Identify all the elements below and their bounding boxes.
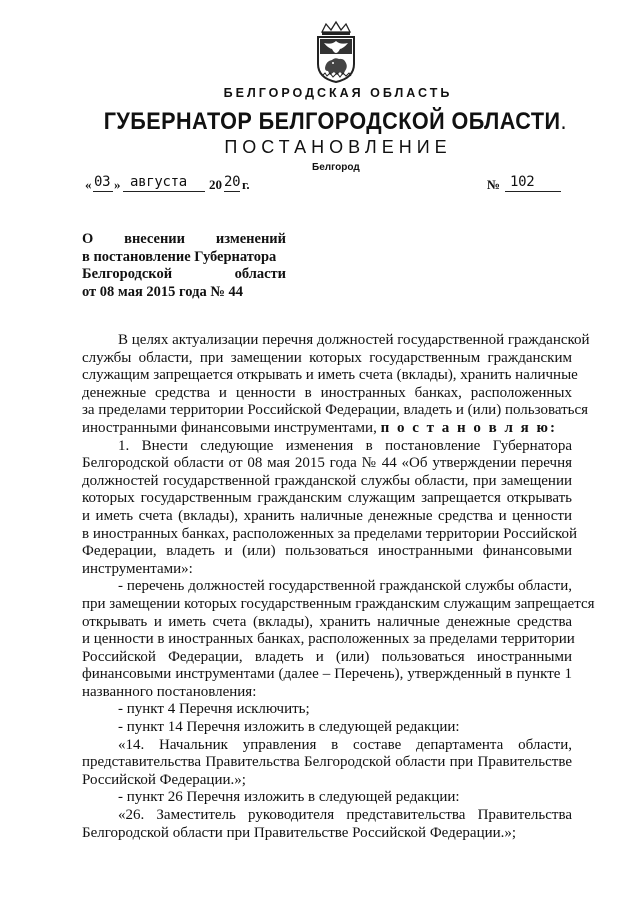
date-line — [85, 176, 565, 196]
body-line: - перечень должностей государственной гражданской службы области, — [118, 578, 572, 595]
subject-line-4: от 08 мая 2015 года № 44 — [82, 283, 244, 300]
belgorod-coat-of-arms-icon — [313, 20, 359, 84]
subject-word: Белгородской — [82, 266, 173, 282]
body-line: Федерации, владеть и (или) пользоваться иностранными финансовыми — [82, 543, 572, 560]
decree-number-underline — [505, 191, 561, 192]
subject-word: О — [82, 231, 94, 247]
subject-line-2: в постановление Губернатора — [82, 248, 277, 265]
decree-body — [82, 332, 595, 842]
body-line: финансовыми инструментами (далее – Перечень), утвержденный в пункте 1 — [82, 666, 572, 683]
body-line: инструментами»: — [82, 560, 193, 577]
body-line: Белгородской области при Правительстве Российской Федерации.»; — [82, 824, 517, 841]
body-line: «26. Заместитель руководителя представительства Правительства — [118, 807, 572, 824]
body-line: и ценности в иностранных банках, расположенных за пределами территории — [82, 631, 575, 648]
body-line: - пункт 4 Перечня исключить; — [118, 701, 310, 718]
body-line: 1. Внести следующие изменения в постановление Губернатора — [118, 437, 572, 454]
body-line: должностей государственной гражданской службы области, при замещении — [82, 472, 572, 489]
body-line: за пределами территории Российской Федерации, владеть и (или) пользоваться — [82, 402, 589, 419]
body-line: Белгородской области от 08 мая 2015 года № 44 «Об утверждении перечня — [82, 455, 572, 472]
body-line: которых государственным гражданским служащим запрещается открывать — [82, 490, 572, 507]
city-name: Белгород — [312, 162, 360, 173]
decree-resolve-word: п о с т а н о в л я ю: — [380, 419, 557, 436]
date-year-suffix: 20 — [224, 174, 241, 190]
subject-line-3 — [82, 266, 286, 284]
date-month-underline — [123, 191, 205, 192]
subject-word: области — [234, 266, 286, 282]
date-open-quote: « — [85, 177, 92, 192]
body-line: служащим запрещается открывать и иметь счета (вклады), хранить наличные — [82, 367, 578, 384]
body-line: денежные средства и ценности в иностранных банках, расположенных — [82, 384, 572, 401]
body-line: открывать и иметь счета (вклады), хранить наличные денежные средства — [82, 613, 572, 630]
date-day-underline — [93, 191, 113, 192]
decree-number: 102 — [510, 174, 535, 190]
date-year-underline — [224, 191, 240, 192]
governor-title-dot: . — [560, 108, 567, 135]
body-line: представительства Правительства Белгородской области при Правительстве — [82, 754, 572, 771]
body-line: и иметь счета (вклады), хранить наличные денежные средства и ценности — [82, 507, 572, 524]
body-line: - пункт 14 Перечня изложить в следующей редакции: — [118, 719, 460, 736]
body-line: В целях актуализации перечня должностей государственной гражданской — [118, 332, 590, 348]
date-year-unit: г. — [242, 177, 250, 192]
decree-subject — [82, 231, 286, 301]
body-line: службы области, при замещении которых государственным гражданским — [82, 349, 572, 366]
date-month: августа — [130, 174, 187, 190]
decree-number-label: № — [487, 177, 501, 192]
body-line: в иностранных банках, расположенных за пределами территории Российской — [82, 525, 578, 542]
governor-title — [32, 108, 608, 136]
body-line: Российской Федерации, владеть и (или) пользоваться иностранными — [82, 648, 572, 665]
body-line-text: иностранными финансовыми инструментами, — [82, 419, 377, 436]
region-name: БЕЛГОРОДСКАЯ ОБЛАСТЬ — [223, 86, 453, 100]
date-day: 03 — [94, 174, 111, 190]
body-line: при замещении которых государственным гражданским служащим запрещается — [82, 595, 595, 612]
body-line: «14. Начальник управления в составе департамента области, — [118, 736, 572, 753]
governor-title-text: ГУБЕРНАТОР БЕЛГОРОДСКОЙ ОБЛАСТИ — [103, 108, 561, 135]
date-close-quote: » — [114, 177, 121, 192]
subject-word: изменений — [215, 231, 287, 247]
body-line: Российской Федерации.»; — [82, 771, 246, 788]
subject-word: внесении — [124, 231, 186, 247]
decree-type: ПОСТАНОВЛЕНИЕ — [224, 137, 452, 157]
body-line: - пункт 26 Перечня изложить в следующей редакции: — [118, 789, 460, 806]
date-year-prefix: 20 — [209, 177, 222, 192]
body-line: названного постановления: — [82, 683, 257, 700]
body-line — [82, 420, 572, 438]
subject-line-1 — [82, 231, 286, 249]
